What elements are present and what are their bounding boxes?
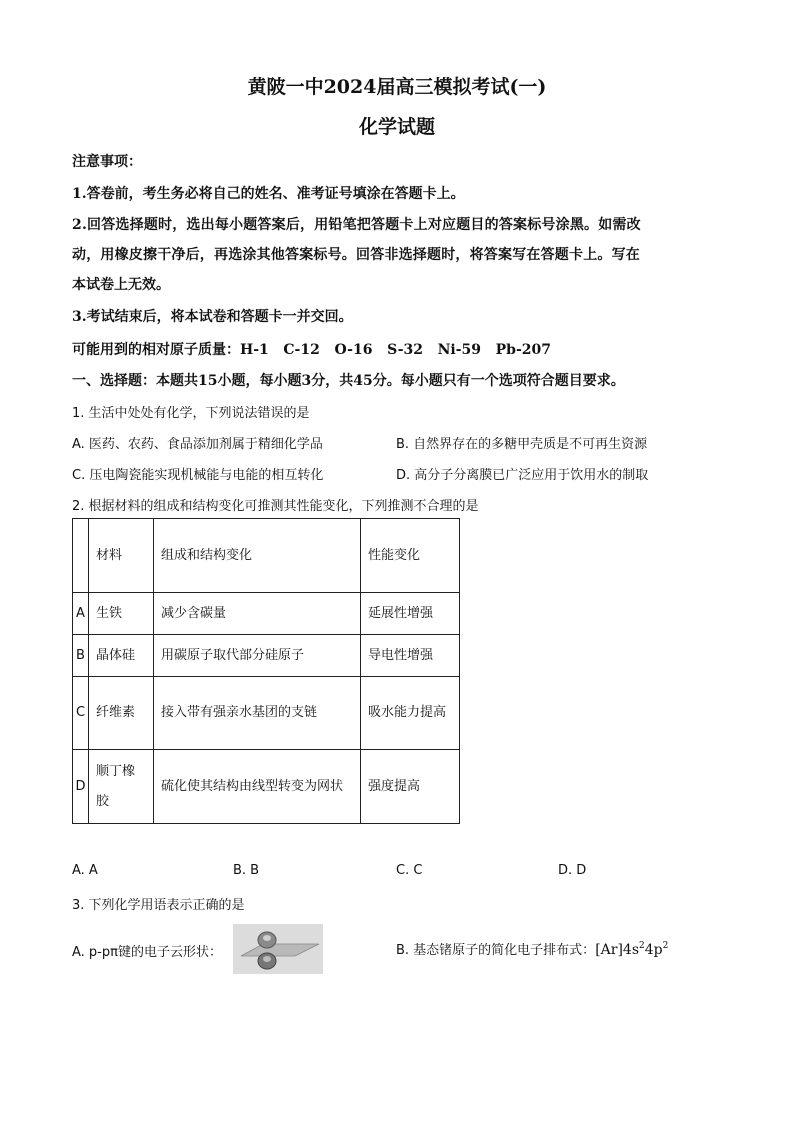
table-header-cell: 性能变化 xyxy=(361,519,460,593)
table-row xyxy=(73,677,460,750)
page-subtitle: 化学试题 xyxy=(358,116,435,138)
q1-option-a[interactable]: A. 医药、农药、食品添加剂属于精细化学品 xyxy=(72,437,323,452)
pi-bond-diagram-icon xyxy=(233,924,323,974)
page-title: 黄陂一中2024届高三模拟考试(一) xyxy=(247,76,547,98)
q3-option-b[interactable] xyxy=(396,939,668,958)
electron-configuration xyxy=(595,942,668,958)
q2-option-a[interactable]: A. A xyxy=(72,863,98,878)
table-cell: 减少含碳量 xyxy=(154,593,361,635)
table-row xyxy=(73,635,460,677)
table-cell: 延展性增强 xyxy=(361,593,460,635)
config-4p: 4p xyxy=(644,942,663,958)
notes-item-1: 1.答卷前，考生务必将自己的姓名、准考证号填涂在答题卡上。 xyxy=(72,186,465,202)
notes-item-2-line-2: 动，用橡皮擦干净后，再选涂其他答案标号。回答非选择题时，将答案写在答题卡上。写在 xyxy=(72,247,640,263)
q2-option-d[interactable]: D. D xyxy=(558,863,587,878)
table-cell: 吸水能力提高 xyxy=(361,677,460,750)
notes-item-3: 3.考试结束后，将本试卷和答题卡一并交回。 xyxy=(72,309,353,325)
table-cell: 晶体硅 xyxy=(89,635,154,677)
q3-option-a[interactable]: A. p-pπ键的电子云形状： xyxy=(72,945,222,960)
table-cell: D xyxy=(73,750,89,824)
table-row xyxy=(73,593,460,635)
atomic-masses: 可能用到的相对原子质量：H-1 C-12 O-16 S-32 Ni-59 Pb-207 xyxy=(72,342,552,358)
q1-option-c[interactable]: C. 压电陶瓷能实现机械能与电能的相互转化 xyxy=(72,468,324,483)
section-1-heading: 一、选择题：本题共15小题，每小题3分，共45分。每小题只有一个选项符合题目要求。 xyxy=(72,373,625,389)
table-header-cell: 材料 xyxy=(89,519,154,593)
table-header-cell xyxy=(73,519,89,593)
config-core: [Ar] xyxy=(595,942,623,958)
table-cell: C xyxy=(73,677,89,750)
table-header-cell: 组成和结构变化 xyxy=(154,519,361,593)
table-cell: 接入带有强亲水基团的支链 xyxy=(154,677,361,750)
table-cell: 生铁 xyxy=(89,593,154,635)
table-cell: 纤维素 xyxy=(89,677,154,750)
config-4s: 4s xyxy=(622,942,640,958)
config-4s-exponent: 2 xyxy=(639,941,645,951)
table-header-row xyxy=(73,519,460,593)
table-cell: 强度提高 xyxy=(361,750,460,824)
q1-stem: 1. 生活中处处有化学，下列说法错误的是 xyxy=(72,406,310,421)
q2-stem: 2. 根据材料的组成和结构变化可推测其性能变化，下列推测不合理的是 xyxy=(72,499,479,514)
table-cell: 用碳原子取代部分硅原子 xyxy=(154,635,361,677)
q3-option-b-label: B. 基态锗原子的简化电子排布式： xyxy=(396,943,596,958)
table-row xyxy=(73,750,460,824)
config-4p-exponent: 2 xyxy=(662,941,669,951)
notes-item-2-line-3: 本试卷上无效。 xyxy=(72,277,170,293)
pi-bond-electron-cloud-image xyxy=(233,924,323,974)
table-cell: B xyxy=(73,635,89,677)
table-cell: A xyxy=(73,593,89,635)
q2-option-b[interactable]: B. B xyxy=(233,863,260,878)
q3-stem: 3. 下列化学用语表示正确的是 xyxy=(72,898,245,913)
table-cell: 顺丁橡胶 xyxy=(89,750,154,824)
q1-option-b[interactable]: B. 自然界存在的多糖甲壳质是不可再生资源 xyxy=(396,437,648,452)
notes-heading: 注意事项： xyxy=(72,154,142,170)
q1-option-d[interactable]: D. 高分子分离膜已广泛应用于饮用水的制取 xyxy=(396,468,649,483)
table-cell: 硫化使其结构由线型转变为网状 xyxy=(154,750,361,824)
q2-option-c[interactable]: C. C xyxy=(396,863,423,878)
notes-item-2-line-1: 2.回答选择题时，选出每小题答案后，用铅笔把答题卡上对应题目的答案标号涂黑。如需改 xyxy=(72,217,641,233)
q2-table xyxy=(72,518,460,824)
table-cell: 导电性增强 xyxy=(361,635,460,677)
